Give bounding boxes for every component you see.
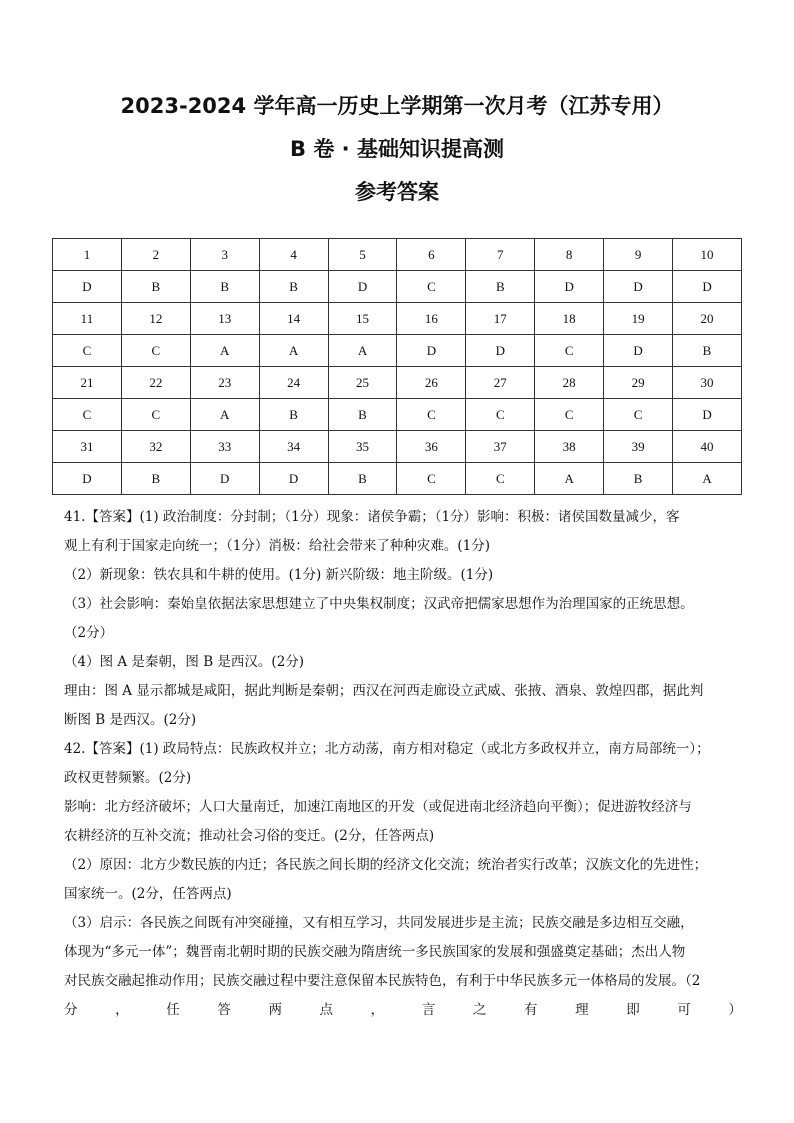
question-number-cell: 2	[121, 239, 190, 271]
answer-cell: A	[259, 335, 328, 367]
answer-cell: A	[190, 399, 259, 431]
answer-cell: C	[535, 399, 604, 431]
answer-row	[53, 271, 742, 303]
q41-answer	[64, 503, 742, 735]
q42-line-1: 42.【答案】(1) 政局特点：民族政权并立；北方动荡，南方相对稳定（或北方多政权并立，南方局部统一）；	[64, 741, 710, 757]
q41-line-3: （2）新现象：铁农具和牛耕的使用。(1分) 新兴阶级：地主阶级。(1分)	[64, 567, 494, 583]
answer-cell: C	[397, 399, 466, 431]
answer-cell: A	[190, 335, 259, 367]
answer-cell: B	[328, 399, 397, 431]
question-number-cell: 13	[190, 303, 259, 335]
question-number-cell: 28	[535, 367, 604, 399]
justified-char: 之	[472, 1002, 487, 1018]
q42-line-10	[64, 996, 742, 1025]
q42-line-3: 影响：北方经济破坏；人口大量南迁，加速江南地区的开发（或促进南北经济趋向平衡）；促进游牧经济与	[64, 799, 692, 815]
justified-char: 两	[268, 1002, 282, 1018]
justified-char: 言	[421, 1002, 436, 1018]
answer-row	[53, 399, 742, 431]
question-number-cell: 33	[190, 431, 259, 463]
question-number-row	[53, 303, 742, 335]
answer-cell: B	[328, 463, 397, 495]
answer-cell: A	[673, 463, 742, 495]
answer-cell: B	[604, 463, 673, 495]
answer-cell: D	[604, 271, 673, 303]
question-number-cell: 1	[53, 239, 122, 271]
answer-cell: B	[673, 335, 742, 367]
answer-cell: C	[53, 399, 122, 431]
question-number-cell: 40	[673, 431, 742, 463]
question-number-cell: 4	[259, 239, 328, 271]
document-subtitle: B 卷 · 基础知识提高测	[290, 137, 504, 161]
answer-cell: C	[53, 335, 122, 367]
answer-cell: D	[397, 335, 466, 367]
answer-row	[53, 463, 742, 495]
q41-line-2: 观上有利于国家走向统一；（1分）消极：给社会带来了种种灾难。(1分)	[64, 538, 490, 554]
question-number-cell: 9	[604, 239, 673, 271]
answer-cell: C	[466, 463, 535, 495]
q42-line-4: 农耕经济的互补交流；推动社会习俗的变迁。(2分，任答两点)	[64, 828, 435, 844]
answer-cell: B	[121, 271, 190, 303]
justified-char: 理	[575, 1002, 589, 1018]
q41-line-6: （4）图 A 是秦朝，图 B 是西汉。(2分)	[64, 654, 305, 670]
answer-cell: C	[397, 271, 466, 303]
answer-heading: 参考答案	[355, 180, 439, 204]
q42-line-9: 对民族交融起推动作用；民族交融过程中要注意保留本民族特色，有利于中华民族多元一体格局的发展。（2	[64, 973, 701, 989]
question-number-cell: 38	[535, 431, 604, 463]
answer-cell: C	[535, 335, 604, 367]
question-number-cell: 5	[328, 239, 397, 271]
answer-cell: B	[259, 399, 328, 431]
answer-cell: D	[604, 335, 673, 367]
question-number-cell: 36	[397, 431, 466, 463]
question-number-row	[53, 431, 742, 463]
q42-line-7: （3）启示：各民族之间既有冲突碰撞，又有相互学习，共同发展进步是主流；民族交融是多边相互交融，	[64, 915, 694, 931]
question-number-cell: 18	[535, 303, 604, 335]
question-number-cell: 24	[259, 367, 328, 399]
q41-line-8: 断图 B 是西汉。(2分)	[64, 712, 197, 728]
question-number-cell: 10	[673, 239, 742, 271]
question-number-cell: 25	[328, 367, 397, 399]
q42-line-2: 政权更替频繁。(2分)	[64, 770, 192, 786]
question-number-cell: 34	[259, 431, 328, 463]
answer-row	[53, 335, 742, 367]
q41-line-7: 理由：图 A 显示都城是咸阳，据此判断是秦朝；西汉在河西走廊设立武威、张掖、酒泉、敦煌四郡，据此判	[64, 683, 704, 699]
question-number-cell: 6	[397, 239, 466, 271]
question-number-cell: 35	[328, 431, 397, 463]
justified-char: 答	[217, 1002, 231, 1018]
answer-cell: D	[328, 271, 397, 303]
answer-cell: C	[121, 335, 190, 367]
question-number-row	[53, 367, 742, 399]
justified-char: 点	[319, 1002, 334, 1018]
question-number-row	[53, 239, 742, 271]
answer-cell: C	[121, 399, 190, 431]
answer-table	[52, 238, 742, 495]
q42-line-8: 体现为“多元一体”；魏晋南北朝时期的民族交融为隋唐统一多民族国家的发展和强盛奠定基础；杰出人物	[64, 944, 686, 960]
answer-cell: C	[604, 399, 673, 431]
answer-cell: A	[328, 335, 397, 367]
question-number-cell: 26	[397, 367, 466, 399]
justified-char: 可	[677, 1002, 691, 1018]
question-number-cell: 16	[397, 303, 466, 335]
question-number-cell: 30	[673, 367, 742, 399]
question-number-cell: 20	[673, 303, 742, 335]
question-number-cell: 23	[190, 367, 259, 399]
document-title: 2023-2024 学年高一历史上学期第一次月考（江苏专用）	[120, 94, 674, 118]
answer-cell: D	[466, 335, 535, 367]
answer-cell: D	[673, 399, 742, 431]
justified-char: ，	[115, 1002, 129, 1018]
answer-cell: D	[535, 271, 604, 303]
answer-cell: D	[190, 463, 259, 495]
answer-cell: D	[53, 271, 122, 303]
q42-answer	[64, 735, 742, 1025]
answer-cell: B	[121, 463, 190, 495]
question-number-cell: 22	[121, 367, 190, 399]
q42-line-6: 国家统一。(2分，任答两点)	[64, 886, 232, 902]
question-number-cell: 3	[190, 239, 259, 271]
justified-char: 任	[166, 1002, 180, 1018]
answer-body	[64, 503, 742, 1025]
answer-cell: C	[397, 463, 466, 495]
answer-cell: B	[466, 271, 535, 303]
justified-char: 即	[626, 1002, 640, 1018]
q42-line-5: （2）原因：北方少数民族的内迁；各民族之间长期的经济文化交流；统治者实行改革；汉族文化的先进性；	[64, 857, 708, 873]
question-number-cell: 12	[121, 303, 190, 335]
justified-char: ）	[728, 1002, 742, 1018]
question-number-cell: 8	[535, 239, 604, 271]
justified-char: ，	[370, 1002, 385, 1018]
q41-line-5: （2分）	[64, 625, 114, 641]
answer-cell: A	[535, 463, 604, 495]
q41-line-4: （3）社会影响：秦始皇依据法家思想建立了中央集权制度；汉武帝把儒家思想作为治理国家的正统思想。	[64, 596, 694, 612]
question-number-cell: 14	[259, 303, 328, 335]
justified-char: 有	[523, 1002, 538, 1018]
question-number-cell: 7	[466, 239, 535, 271]
question-number-cell: 32	[121, 431, 190, 463]
answer-cell: D	[673, 271, 742, 303]
question-number-cell: 27	[466, 367, 535, 399]
answer-cell: D	[53, 463, 122, 495]
answer-cell: B	[259, 271, 328, 303]
answer-cell: D	[259, 463, 328, 495]
question-number-cell: 17	[466, 303, 535, 335]
justified-char: 分	[64, 1002, 78, 1018]
question-number-cell: 15	[328, 303, 397, 335]
question-number-cell: 29	[604, 367, 673, 399]
question-number-cell: 31	[53, 431, 122, 463]
question-number-cell: 37	[466, 431, 535, 463]
answer-cell: C	[466, 399, 535, 431]
question-number-cell: 11	[53, 303, 122, 335]
question-number-cell: 19	[604, 303, 673, 335]
answer-cell: B	[190, 271, 259, 303]
question-number-cell: 21	[53, 367, 122, 399]
question-number-cell: 39	[604, 431, 673, 463]
q41-line-1: 41.【答案】(1) 政治制度：分封制；（1分）现象：诸侯争霸；（1分）影响：积极：诸侯国数量减少，客	[64, 509, 680, 525]
